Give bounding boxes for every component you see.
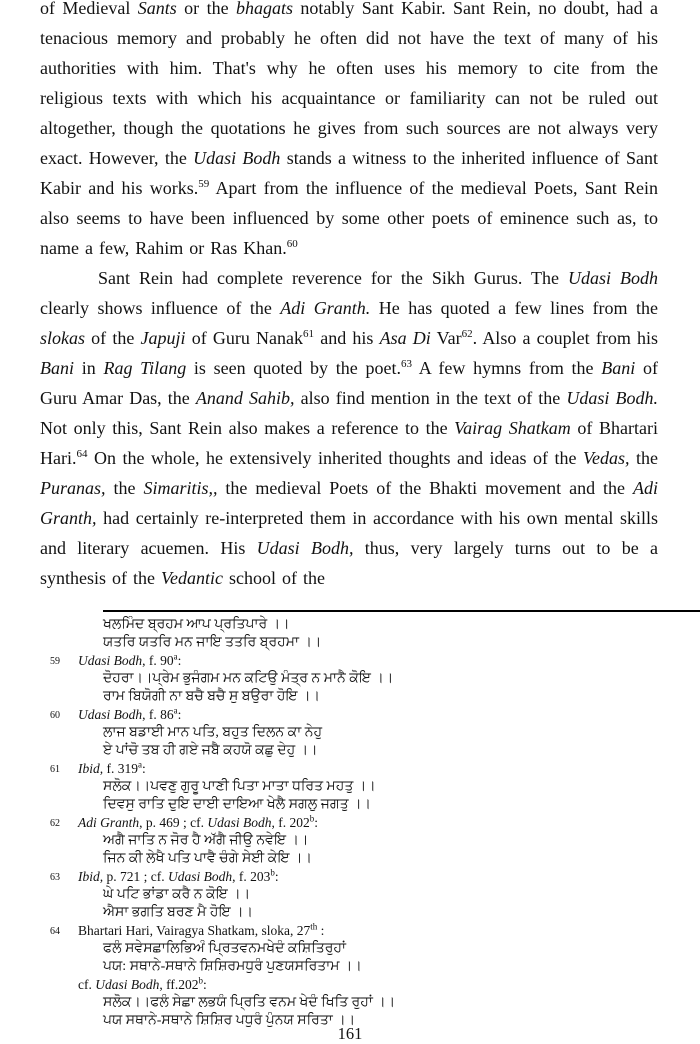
paragraph [40,263,658,593]
footnote-number: 62 [50,818,60,829]
text-segment: Vedas, [582,448,630,468]
text-segment: , ff.202 [159,977,199,992]
superscript-marker: b [270,867,275,878]
text-segment: Udasi Bodh [568,268,658,288]
text-segment: Adi Granth, [40,478,658,528]
text-segment: stands a witness to the inherited influence of Sant Kabir and his works. [40,148,658,198]
superscript-marker: a [173,651,178,662]
footnote-reference [0,868,675,886]
text-segment: Not only this, Sant Rein also makes a reference to the [40,418,455,438]
footnote-number: 63 [50,872,60,883]
text-segment: Udasi Bodh [78,707,143,722]
footnote-quote-line: ਐਸਾ ਭਗਤਿ ਬਰਣ ਮੈ ਹੋਇ ।। [103,905,253,920]
text-segment: Bani [601,358,636,378]
text-segment: Rag Tilang [103,358,187,378]
text-segment: Apart from the influence of the medieval Poets, Sant Rein also seems to have been influenced by some other poets of eminence such as, to name a few, Rahim or Ras Khan. [40,178,658,258]
footnote-item [0,922,675,1030]
text-segment: Udasi Bodh, [256,538,354,558]
superscript-marker: 61 [303,328,315,340]
text-segment: , f. 90 [142,653,174,668]
text-segment: Puranas, [40,478,106,498]
footnote-separator [103,610,700,612]
text-segment: cf. [78,977,96,992]
text-segment: of Guru Amar Das, the [40,358,658,408]
text-segment: : [314,815,319,830]
footnote-quote-line: ਯਤਰਿ ਯਤਰਿ ਮਨ ਜਾਇ ਤਤਰਿ ਬ੍ਰਹਮਾ ।। [103,635,322,650]
text-segment: f. 319 [103,761,138,776]
footnote-item [0,616,675,652]
text-segment: clearly shows influence of the [40,298,281,318]
text-segment: in [74,358,104,378]
footnote-reference [0,652,675,670]
footnote-quote-line: ਪਯ: ਸਥਾਨੇ-ਸਥਾਨੇ ਸ਼ਿਸ਼ਿਰਮਧੁਰੰ ਪੁਣਯਸਰਿਤਾਮ ।। [103,959,362,974]
footnotes-section [0,616,675,1030]
text-segment: Vairag Shatkam [454,418,571,438]
superscript-marker: 64 [76,448,88,460]
footnote-quote-line: ਏ ਪਾਂਚੋ ਤਬ ਹੀ ਗਏ ਜਬੈ ਕਹਯੋ ਕਛੁ ਦੇਹੁ ।। [103,743,318,758]
footnote-number: 64 [50,926,60,937]
text-segment: Sant Rein had complete reverence for the Sikh Gurus. The [98,268,568,288]
superscript-marker: 62 [461,328,473,340]
footnote-quote-line: ਫਲੰ ਸਵੇਸਛਾਲਿਭਿਅੰ ਪ੍ਰਿਤਵਨਮਖੇਦੰ ਕਸ਼ਿਤਿਰੁਹਾਂ [103,941,346,956]
footnote-reference [0,976,675,994]
text-segment: . Also a couplet from his [472,328,659,348]
superscript-marker: th [310,921,318,932]
text-segment: of Medieval [40,0,138,18]
text-segment: Bhartari Hari, Vairagya Shatkam, sloka, 27 [78,923,311,938]
text-segment: bhagats [235,0,293,18]
text-segment: : [203,977,207,992]
text-segment: Simaritis,, [143,478,218,498]
footnote-number: 61 [50,764,60,775]
footnote-quote-line: ਜਿਨ ਕੀ ਲੇਖੈ ਪਤਿ ਪਾਵੈ ਚੰਗੇ ਸੇਈ ਕੇਇ ।। [103,851,312,866]
footnote-reference [0,814,675,832]
text-segment: Asa Di [379,328,431,348]
footnote-reference [0,922,675,940]
text-segment: Adi Granth [78,815,140,830]
text-segment: Udasi Bodh. [566,388,659,408]
superscript-marker: b [309,813,315,824]
footnote-reference [0,706,675,724]
text-segment: is seen quoted by the poet. [186,358,401,378]
text-segment: school of the [222,568,325,588]
footnote-number: 60 [50,710,60,721]
text-segment: Anand Sahib, [195,388,295,408]
footnote-quote-line: ਘੇ ਪਟਿ ਭਾਂਡਾ ਕਰੈ ਨ ਕੋਇ ।। [103,887,251,902]
text-segment: Ibid, [78,761,104,776]
superscript-marker: 63 [400,358,412,370]
text-segment: On the whole, he extensively inherited thoughts and ideas of the [87,448,583,468]
text-segment: : [274,869,279,884]
text-segment: Var [430,328,462,348]
superscript-marker: a [138,759,142,770]
footnote-quote-line: ਖਲਮਿੰਦ ਬ੍ਰਹਮ ਆਪ ਪ੍ਰਤਿਪਾਰੇ ।। [103,617,290,632]
text-segment: A few hymns from the [411,358,602,378]
footnote-number: 59 [50,656,60,667]
superscript-marker: 59 [198,178,210,190]
text-segment: Adi Granth. [280,298,371,318]
text-segment: the [629,448,658,468]
footnote-item [0,652,675,706]
text-segment: : [142,761,146,776]
text-segment: had certainly re-interpreted them in accordance with his own mental skills and literary acuemen. His [40,508,658,558]
text-segment: or the [176,0,236,18]
text-segment: also find mention in the text of the [294,388,567,408]
footnote-quote-line: ਦਿਵਸੁ ਰਾਤਿ ਦੁਇ ਦਾਈ ਦਾਇਆ ਖੇਲੈ ਸਗਲੁ ਜਗਤੁ ।। [103,797,371,812]
main-text [40,0,658,593]
footnote-quote-line: ਸਲੋਕ।।ਪਵਣੁ ਗੁਰੂ ਪਾਣੀ ਪਿਤਾ ਮਾਤਾ ਧਰਿਤ ਮਹਤੁ ।। [103,779,376,794]
text-segment: and his [314,328,380,348]
footnote-quote-line: ਅਗੈ ਜਾਤਿ ਨ ਜੋਰ ਹੈ ਅੱਗੈ ਜੀਉ ਨਵੇਇ ।। [103,833,309,848]
text-segment: notably Sant Kabir. Sant Rein, no doubt, had a tenacious memory and probably he often did not have the text of many of his authorities with him. That's why he often uses his memory to cite from the religious texts with which his acquaintance or familiarity can not be ruled out altogether, though the quotations he gives from such sources are not always very exact. However, the [40,0,659,168]
text-segment: Bani [40,358,74,378]
text-segment: Ibid, [78,869,104,884]
text-segment: Udasi Bodh [193,148,281,168]
text-segment: Udasi Bodh [78,653,143,668]
text-segment: Udasi Bodh [168,869,233,884]
text-segment: of the [85,328,141,348]
text-segment: thus, very largely turns out to be a synthesis of the [40,538,659,588]
text-segment: of Guru Nanak [185,328,304,348]
footnote-reference [0,760,675,778]
text-segment: p. 721 ; cf. [103,869,168,884]
text-segment: , f. 86 [142,707,174,722]
footnote-item [0,868,675,922]
footnote-item [0,760,675,814]
superscript-marker: 60 [286,238,298,250]
superscript-marker: a [173,705,178,716]
footnote-quote-line: ਦੋਹਰਾ।।ਪ੍ਰੇਮ ਭੁਜੰਗਮ ਮਨ ਕਟਿਉ ਮੰਤ੍ਰ ਨ ਮਾਨੈ ਕੋਇ ।। [103,671,394,686]
page-number: 161 [337,1024,363,1043]
paragraph [40,0,658,263]
text-segment: He has quoted a few lines from the [370,298,658,318]
text-segment: Udasi Bodh [207,815,272,830]
footnote-quote-line: ਸਲੋਕ।।ਫਲੰ ਸੇਛਾ ਲਭਯੰ ਪ੍ਰਿਤਿ ਵਨਮ ਖੇਦੰ ਖਿਤਿ ਰੁਹਾਂ ।। [103,995,396,1010]
text-segment: : [177,707,182,722]
superscript-marker: b [198,975,203,986]
text-segment: Vedantic [161,568,223,588]
footnote-item [0,706,675,760]
footnote-quote-line: ਪਯ ਸਥਾਨੇ-ਸਥਾਨੇ ਸ਼ਿਸ਼ਿਰ ਪਧੁਰੰ ਪੁੰਨਯ ਸਰਿਤਾ ।। [103,1013,356,1028]
text-segment: of Bhartari Hari. [40,418,658,468]
footnote-quote-line: ਲਾਜ ਬਡਾਈ ਮਾਨ ਪਤਿ, ਬਹੁਤ ਦਿਲਨ ਕਾ ਨੇਹੁ [103,725,323,740]
text-segment: Sants [137,0,177,18]
footnote-quote-line: ਰਾਮ ਬਿਯੋਗੀ ਨਾ ਬਚੈ ਬਚੈ ਸੁ ਬਉਰਾ ਹੋਇ ।। [103,689,320,704]
text-segment: , f. 203 [232,869,271,884]
footnote-item [0,814,675,868]
text-segment: the [105,478,144,498]
text-segment: , p. 469 ; cf. [139,815,208,830]
text-segment: : [317,923,325,938]
text-segment: Japuji [140,328,186,348]
text-segment: slokas [40,328,85,348]
text-segment: : [177,653,182,668]
text-segment: Udasi Bodh [95,977,160,992]
text-segment: , f. 202 [271,815,310,830]
text-segment: the medieval Poets of the Bhakti movement and the [217,478,633,498]
